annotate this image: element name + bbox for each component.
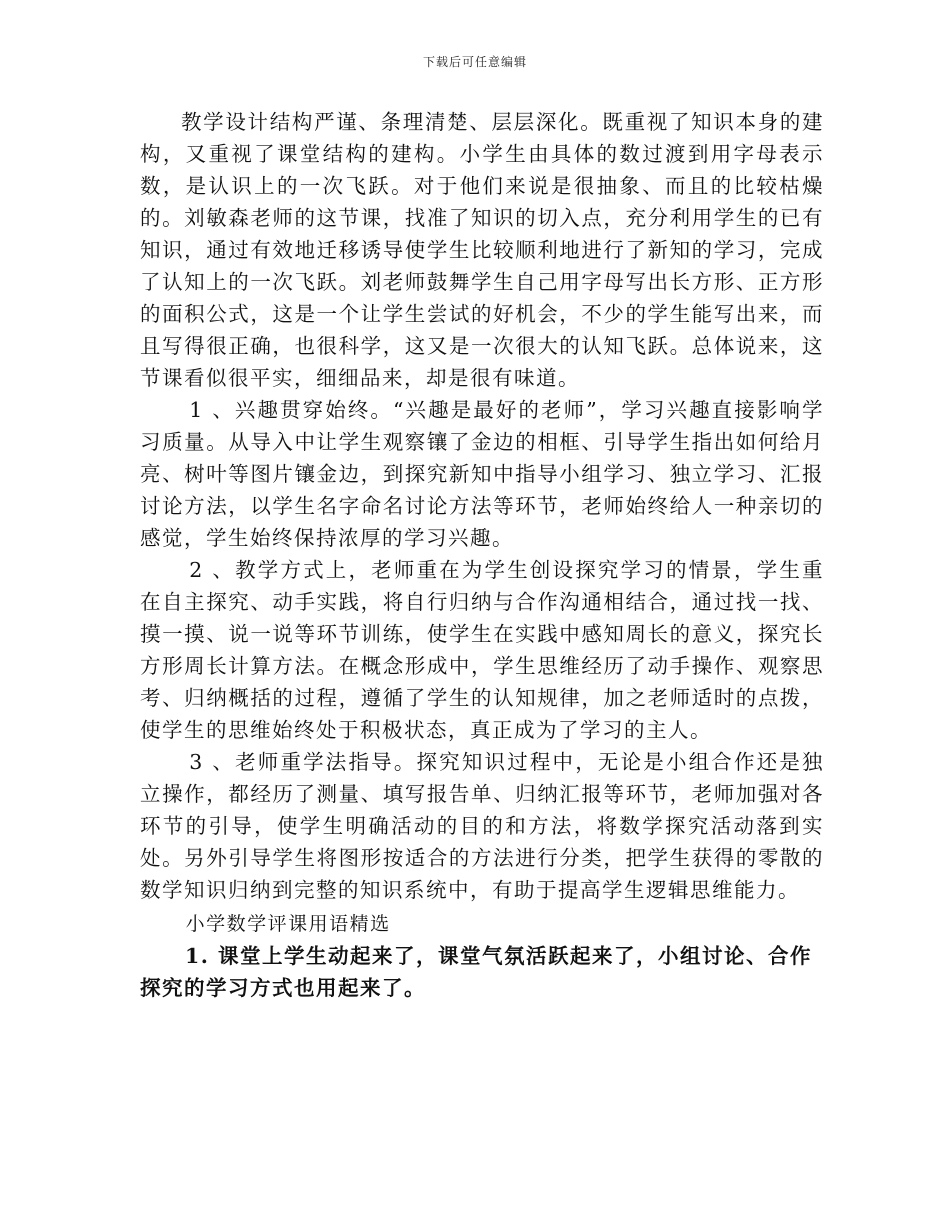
paragraph-point-1: 1 、兴趣贯穿始终。“兴趣是最好的老师”，学习兴趣直接影响学习质量。从导入中让学生观察镶了金边的相框、引导学生指出如何给月亮、树叶等图片镶金边，到探究新知中指导小组学习、独立学习、汇报讨论方法，以学生名字命名讨论方法等环节，老师始终给人一种亲切的感觉，学生始终保持浓厚的学习兴趣。 — [140, 398, 824, 550]
bold-item-line-2: 探究的学习方式也用起来了。 — [140, 976, 426, 1000]
paragraph-intro: 教学设计结构严谨、条理清楚、层层深化。既重视了知识本身的建构，又重视了课堂结构的建构。小学生由具体的数过渡到用字母表示数，是认识上的一次飞跃。对于他们来说是很抽象、而且的比较枯燥的。刘敏森老师的这节课，找准了知识的切入点，充分利用学生的已有知识，通过有效地迁移诱导使学生比较顺利地进行了新知的学习，完成了认知上的一次飞跃。刘老师鼓舞学生自己用字母写出长方形、正方形的面积公式，这是一个让学生尝试的好机会，不少的学生能写出来，而且写得很正确，也很科学，这又是一次很大的认知飞跃。总体说来，这节课看似很平实，细细品来，却是很有味道。 — [140, 110, 824, 390]
bold-item-line-1: 1. 课堂上学生动起来了，课堂气氛活跃起来了，小组讨论、合作 — [185, 944, 813, 968]
section-title: 小学数学评课用语精选 — [185, 913, 391, 935]
bold-list-item-1 — [140, 940, 824, 1004]
document-body — [140, 106, 824, 1004]
page-header: 下载后可任意编辑 — [422, 55, 527, 69]
paragraph-point-3: 3 、老师重学法指导。探究知识过程中，无论是小组合作还是独立操作，都经历了测量、填写报告单、归纳汇报等环节，老师加强对各环节的引导，使学生明确活动的目的和方法，将数学探究活动落到实处。另外引导学生将图形按适合的方法进行分类，把学生获得的零散的数学知识归纳到完整的知识系统中，有助于提高学生逻辑思维能力。 — [140, 750, 824, 902]
paragraph-point-2: 2 、教学方式上，老师重在为学生创设探究学习的情景，学生重在自主探究、动手实践，将自行归纳与合作沟通相结合，通过找一找、摸一摸、说一说等环节训练，使学生在实践中感知周长的意义，探究长方形周长计算方法。在概念形成中，学生思维经历了动手操作、观察思考、归纳概括的过程，遵循了学生的认知规律，加之老师适时的点拨，使学生的思维始终处于积极状态，真正成为了学习的主人。 — [140, 558, 824, 742]
